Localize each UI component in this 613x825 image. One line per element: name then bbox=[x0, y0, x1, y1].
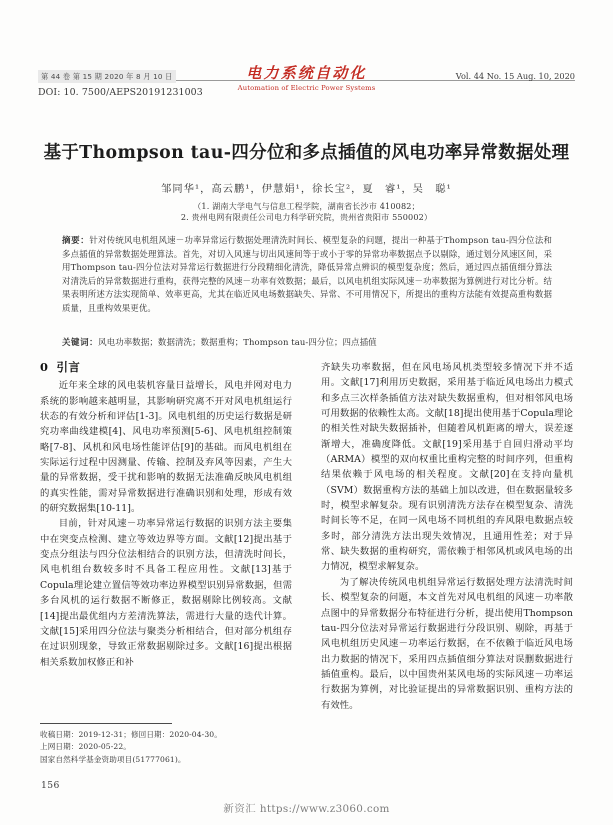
abstract-block bbox=[62, 234, 552, 316]
paragraph: 齐缺失功率数据，但在风电场风机类型较多情况下并不适用。文献[17]利用历史数据，采用基于临近风电场出力模式和多点三次样条插值方法对缺失数据重构，但对相邻风电场可用数据的依赖性太高。文献[18]提出使用基于Copula理论的相关性对缺失数据插补，但随着风机距离的增大，误差逐渐增大，准确度降低。文献[19]采用基于自回归滑动平均（ARMA）模型的双向权重比重构完整的时间序列，但重构结果依赖于风电场的相关程度。文献[20]在支持向量机（SVM）数据重构方法的基础上加以改进，但在数据量较多时，模型求解复杂。现有识别清洗方法存在模型复杂、清洗时间长等不足，在同一风电场不同机组的弃风限电数据点较多时，部分清洗方法出现失效情况，且通用性差；对于异常、缺失数据的重构研究，需依赖于相邻风机或风电场的出力情况，模型求解复杂。 bbox=[321, 362, 573, 573]
keywords-block bbox=[62, 336, 552, 350]
footnote-online-date: 上网日期：2020-05-22。 bbox=[40, 742, 131, 752]
body-column-left bbox=[40, 360, 292, 670]
abstract-label: 摘要： bbox=[62, 235, 90, 245]
journal-title-cn: 电力系统自动化 bbox=[246, 64, 367, 82]
watermark-label: 新资汇 bbox=[223, 803, 257, 815]
watermark-url: https://www.z3060.com bbox=[259, 803, 390, 815]
affiliation-1: （1. 湖南大学电气与信息工程学院，湖南省长沙市 410082； bbox=[193, 201, 420, 211]
section-number: 0 bbox=[40, 360, 49, 374]
page-title: 基于Thompson tau-四分位和多点插值的风电功率异常数据处理 bbox=[43, 143, 570, 163]
keywords-label: 关键词： bbox=[62, 337, 99, 347]
paragraph: 目前，针对风速－功率异常运行数据的识别方法主要集中在突变点检测、建立等效边界等方面。文献[12]提出基于变点分组法与四分位法相结合的识别方法，但清洗时间长，风电机组台数较多时不具备工程应用性。文献[13]基于Copula理论建立置信等效功率边界模型识别异常数据，但需多台风机的运行数据不断修正，数据剔除比例较高。文献[14]提出最优组内方差清洗算法，需进行大量的迭代计算。文献[15]采用四分位法与聚类分析相结合，但对部分机组存在过识别现象，导致正常数据剔除过多。文献[16]提出根据相关系数加权修正和补 bbox=[40, 518, 292, 668]
volume-issue-en: Vol. 44 No. 15 Aug. 10, 2020 bbox=[455, 71, 575, 81]
section-heading bbox=[40, 360, 292, 375]
volume-issue-badge: 第 44 卷 第 15 期 2020 年 8 月 10 日 bbox=[38, 70, 176, 83]
affiliation-2: 2. 贵州电网有限责任公司电力科学研究院，贵州省贵阳市 550002） bbox=[180, 212, 433, 222]
abstract-text: 针对传统风电机组风速－功率异常运行数据处理清洗时间长、模型复杂的问题，提出一种基于Thompson tau-四分位法和多点插值的异常数据处理算法。首先，对切入风速与切出风速间等于或小于零的异常功率数据点予以剔除，通过划分风速区间，采用Thompson tau-四分位法对异常运行数据进行分段精细化清洗，降低异常点辨识的模型复杂度；然后，通过四点插值细分算法对清洗后的异常数据进行重构，获得完整的风速－功率有效数据；最后，以风电机组实际风速－功率数据为算例进行对比分析。结果表明所述方法实现简单、效率更高，尤其在临近风电场数据缺失、异常、不可用情况下，所提出的重构方法能有效提高重构数据质量，且重构效果更优。 bbox=[62, 235, 552, 313]
keywords-text: 风电功率数据；数据清洗；数据重构；Thompson tau-四分位；四点插值 bbox=[98, 337, 377, 347]
body-column-right bbox=[321, 360, 573, 713]
footnote-received-date: 收稿日期：2019-12-31；修回日期：2020-04-30。 bbox=[40, 730, 222, 739]
footnote-block bbox=[40, 729, 292, 766]
doi-text: DOI: 10. 7500/AEPS20191231003 bbox=[38, 87, 203, 98]
watermark bbox=[0, 800, 613, 815]
footnote-divider bbox=[40, 723, 172, 724]
section-title: 引言 bbox=[56, 360, 81, 374]
paragraph: 近年来全球的风电装机容量日益增长，风电并网对电力系统的影响越来越明显，其影响研究离不开对风电机组运行状态的有效分析和评估[1-3]。风电机组的历史运行数据是研究功率曲线建模[4]、风电功率预测[5-6]、风电机组控制策略[7-8]、风机和风电场性能评估[9]的基础。而风电机组在实际运行过程中因测量、传输、控制及弃风等因素，产生大量的异常数据，受干扰和影响的数据无法准确反映风电机组的真实性能，需对异常数据进行准确识别和处理，形成有效的研究数据集[10-11]。 bbox=[40, 380, 292, 515]
author-list: 邹同华¹，高云鹏¹，伊慧娟¹，徐长宝²，夏 睿¹，吴 聪¹ bbox=[161, 184, 452, 195]
paragraph: 为了解决传统风电机组异常运行数据处理方法清洗时间长、模型复杂的问题，本文首先对风电机组的风速－功率散点图中的异常数据分布特征进行分析，提出使用Thompson tau-四分位法对异常运行数据进行分段识别、剔除，再基于风电机组历史风速－功率运行数据，在不依赖于临近风电场出力数据的情况下，采用四点插值细分算法对误删数据进行插值重构。最后，以中国贵州某风电场的实际风速－功率运行数据为算例，对比验证提出的异常数据识别、重构方法的有效性。 bbox=[321, 576, 573, 711]
masthead bbox=[38, 58, 575, 104]
journal-title-en: Automation of Electric Power Systems bbox=[237, 84, 376, 92]
page-number: 156 bbox=[41, 780, 60, 791]
footnote-funding: 国家自然科学基金资助项目(51777061)。 bbox=[40, 754, 186, 764]
